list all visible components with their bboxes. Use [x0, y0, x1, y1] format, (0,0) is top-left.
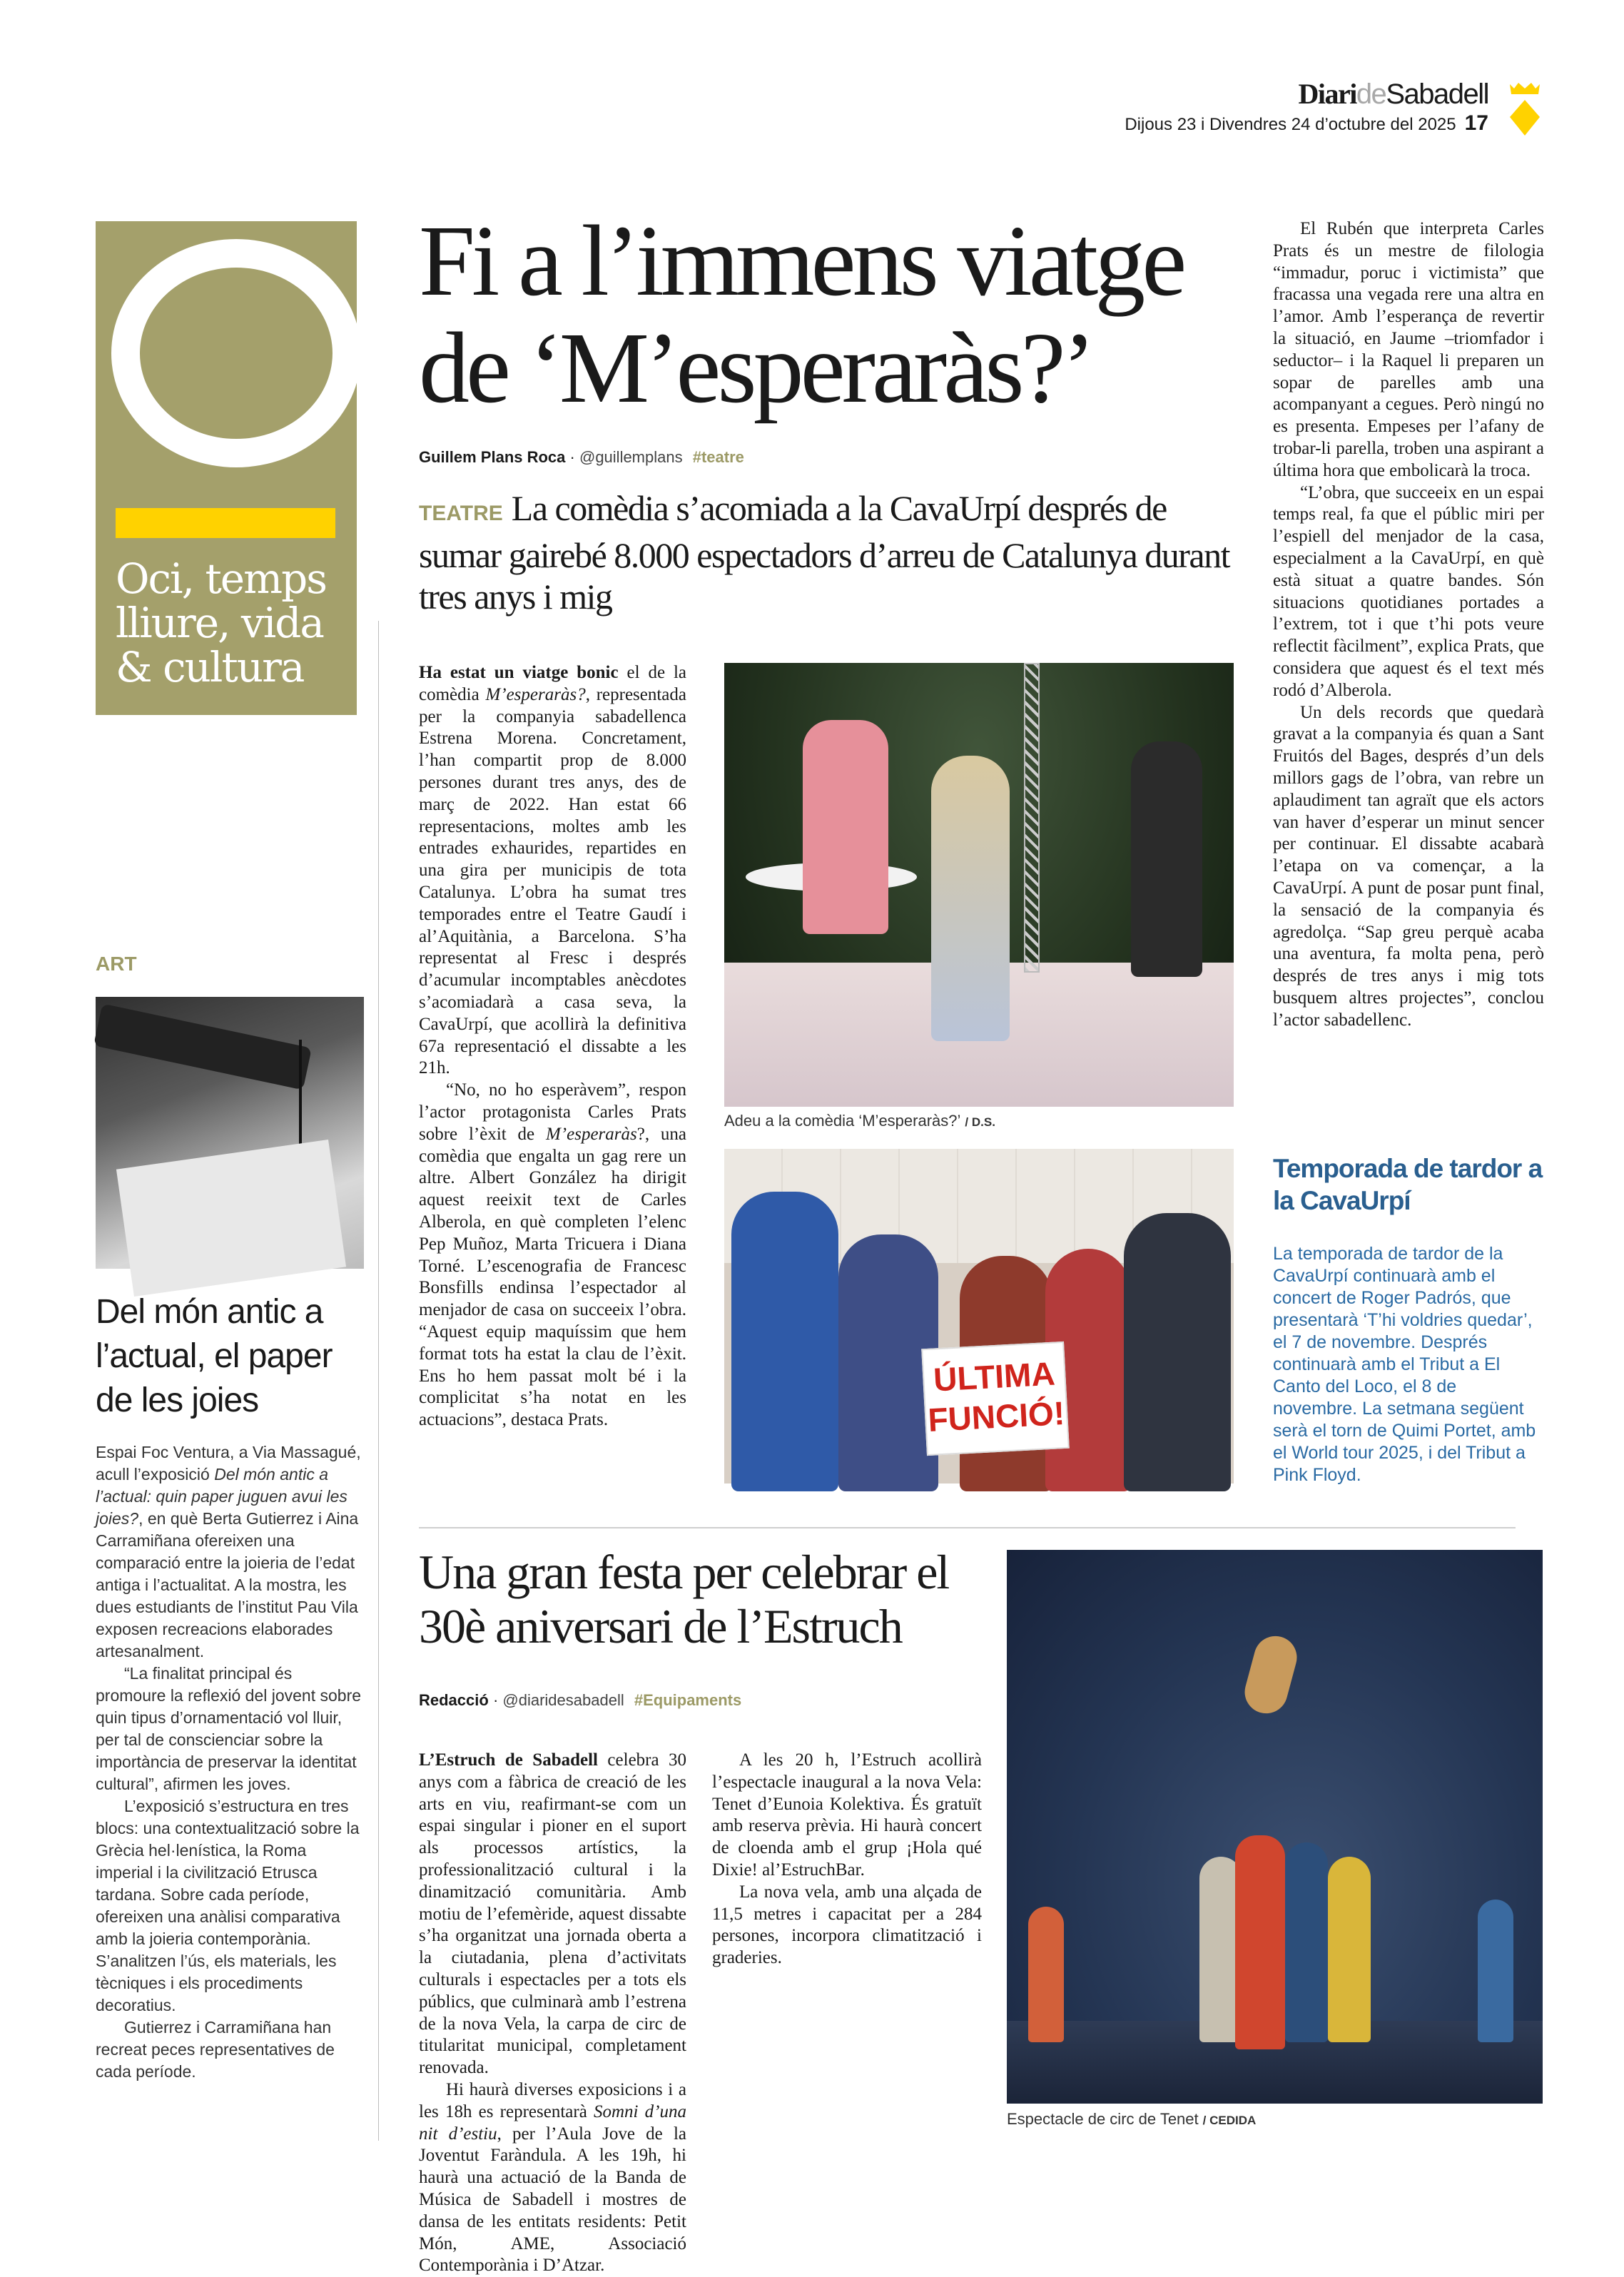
column-divider: [378, 621, 379, 2141]
photo-caption: Adeu a la comèdia ‘M’esperaràs?’ / D.S.: [724, 1112, 995, 1130]
main-deck: [419, 487, 1247, 617]
body-paragraph: La nova vela, amb una alçada de 11,5 metres i capacitat per a 284 persones, incorpora climatització i graderies.: [712, 1882, 982, 1968]
byline-separator: ·: [569, 448, 575, 466]
issue-date: Dijous 23 i Divendres 24 d’octubre del 2025: [1125, 115, 1456, 134]
body-paragraph: L’Estruch de Sabadell celebra 30 anys com a fàbrica de creació de les arts en viu, reafirmant-se com un espai singular i pioner en el suport als processos artístics, la professionalització cultural i la dinamització comunitària. Amb motiu de l’efemèride, aquest dissabte s’ha organitzat una jornada oberta a la ciutadania, plena d’activitats culturals i espectacles per a tots els públics, que culminarà amb l’estrena de la nova Vela, la carpa de circ de titularitat municipal, completament renovada.: [419, 1750, 687, 2078]
section-box: [96, 221, 357, 715]
sabadell-crest-icon: [1507, 80, 1543, 137]
cast-photo: [724, 1149, 1234, 1484]
masthead-de: de: [1356, 78, 1386, 110]
photo-caption: Espectacle de circ de Tenet / CEDIDA: [1007, 2110, 1257, 2128]
newspaper-masthead: [1298, 77, 1488, 111]
body-paragraph: “No, no ho esperàvem”, respon l’actor protagonista Carles Prats sobre l’èxit de M’esperaràs?, una comèdia que engalta un gag rere un altre. Albert González ha dirigit aquest reeixit text de Carles Alberola, en què completen l’elenc Pep Muñoz, Marta Tricuera i Diana Torné. L’escenografia de Francesc Bonsfills endinsa l’espectador al menjador de casa on succeeix l’obra. “Aquest equip maquíssim que hem format tots ha estat la clau de l’èxit. Ens ho hem passat molt bé i la complicitat s’ha notat en les actuacions”, destaca Prats.: [419, 1080, 686, 1430]
main-byline: [419, 448, 744, 467]
hashtag[interactable]: #teatre: [692, 448, 744, 466]
main-body-column-1: [419, 662, 686, 1490]
photo-credit: / D.S.: [965, 1115, 995, 1129]
section-title-line: & cultura: [116, 643, 304, 691]
section-title: [116, 554, 326, 691]
body-paragraph: Hi haurà diverses exposicions i a les 18h es representarà Somni d’una nit d’estiu, per l’Aula Jove de la Joventut Faràndula. A les 19h, hi haurà una actuació de la Banda de Música de Sabadell i mostres de dansa de les entitats residents: Petit Món, AME, Associació Contemporània i D’Atzar.: [419, 2079, 686, 2276]
section-letter-logo: [111, 239, 361, 467]
art-body: [96, 1441, 364, 2134]
page-number: 17: [1464, 111, 1488, 135]
author-handle[interactable]: @guillemplans: [579, 448, 683, 466]
deck-kicker: TEATRE: [419, 502, 503, 525]
body-paragraph: El Rubén que interpreta Carles Prats és un mestre de filologia “immadur, poruc i victimista” que fracassa una vegada rere una altra en l’amor. Amb l’esperança de revertir la situació, en Jaume –triomfador i seductor– i la Raquel li preparen un sopar de parelles amb una acompanyant a cegues. Però ningú no es presenta. Empeses per l’afany de trobar-li parella, troben una aspirant a última hora que embolicarà la troca.: [1273, 219, 1544, 480]
art-paragraph: L’exposició s’estructura en tres blocs: una contextualització sobre la Grècia hel·lenística, la Roma imperial i la civilització Etrusca tardana. Sobre cada període, ofereixen una anàlisi comparativa amb la joieria contemporània. S’analitzen l’ús, els materials, les tècniques i els procediments decoratius.: [96, 1797, 360, 2014]
byline-separator: ·: [492, 1691, 499, 1709]
art-paragraph: “La finalitat principal és promoure la reflexió del jovent sobre quin tipus d’ornamentació vol lluir, per tal de conscienciar sobre la importància de preservar la identitat cultural”, afirmen les joves.: [96, 1664, 362, 1793]
author-name: Guillem Plans Roca: [419, 448, 566, 466]
art-headline: Del món antic a l’actual, el paper de les joies: [96, 1293, 333, 1419]
section-yellow-bar: [116, 508, 335, 538]
ultima-funcio-sign: ÚLTIMA FUNCIÓ!: [921, 1342, 1070, 1456]
circus-photo: [1007, 1550, 1543, 2104]
body-paragraph: Un dels records que quedarà gravat a la companyia és quan a Sant Fruitós del Bages, després d’un dels millors gags de l’obra, van rebre un aplaudiment tan agraït que els actors van haver d’esperar un minut sencer per continuar. El dissabte acabarà l’etapa on va començar, a la CavaUrpí. A punt de posar punt final, la sensació de la companyia és agredolça. “Sap greu perquè acaba una aventura, fa molta pena, però després de tres anys i mig tots busquem altres projectes”, conclou l’actor sabadellenc.: [1273, 702, 1544, 1030]
stage-photo: [724, 663, 1234, 1107]
section-title-line: lliure, vida: [116, 599, 323, 647]
section-divider: [419, 1527, 1516, 1528]
dateline: [1125, 111, 1488, 136]
body-paragraph: A les 20 h, l’Estruch acollirà l’espectacle inaugural a la nova Vela: Tenet d’Eunoia Kolektiva. És gratuït amb reserva prèvia. Hi haurà concert de cloenda amb el grup ¡Hola qué Dixie! al’EstruchBar.: [712, 1750, 982, 1880]
body-paragraph: Ha estat un viatge bonic el de la comèdia M’esperaràs?, representada per la companyia sabadellenca Estrena Morena. Concretament, l’han compartit prop de 8.000 persones durant tres anys, des de març de 2022. Han estat 66 representacions, moltes amb les entrades exhaurides, repartides en una gira per municipis de tota Catalunya. L’obra ha sumat tres temporades entre el Teatre Gaudí i al’Aquitània, a Barcelona. S’ha representat al Fresc i després d’acumular incomptables anècdotes s’acomiadarà a casa seva, la CavaUrpí, que acollirà la definitiva 67a representació el dissabte a les 21h.: [419, 663, 687, 1078]
bottom-byline: [419, 1691, 741, 1710]
art-paragraph: Gutierrez i Carramiñana han recreat peces representatives de cada període.: [96, 2018, 335, 2081]
bottom-body-column-1: [419, 1750, 687, 2276]
author-name: Redacció: [419, 1691, 489, 1709]
main-body-column-3: [1273, 218, 1544, 1117]
author-handle[interactable]: @diaridesabadell: [502, 1691, 624, 1709]
sidebar-title: Temporada de tardor a la CavaUrpí: [1273, 1154, 1543, 1215]
art-photo: [96, 997, 364, 1269]
deck-text: La comèdia s’acomiada a la CavaUrpí després de sumar gairebé 8.000 espectadors d’arreu de Catalunya durant tres anys i mig: [419, 488, 1230, 617]
photo-credit: / CEDIDA: [1202, 2114, 1257, 2127]
body-paragraph: “L’obra, que succeeix en un espai temps real, fa que el públic miri per l’espiell del menjador de la casa, especialment a la CavaUrpí, en què està situat a quatre bandes. Són situacions quotidianes portades a l’extrem, tot i que t’hi pots veure reflectit fàcilment”, explica Prats, que considera que aquest és el text més rodó d’Alberola.: [1273, 482, 1544, 700]
art-paragraph: Espai Foc Ventura, a Via Massagué, acull l’exposició Del món antic a l’actual: quin paper juguen avui les joies?, en què Berta Gutierrez i Aina Carramiñana ofereixen una comparació entre la joieria de l’edat antiga i l’actualitat. A la mostra, les dues estudiants de l’institut Pau Vila exposen recreacions elaborades artesanalment.: [96, 1443, 361, 1660]
main-headline: Fi a l’immens viatge de ‘M’esperaràs?’: [419, 204, 1184, 424]
art-section-label: ART: [96, 953, 137, 975]
bottom-headline: Una gran festa per celebrar el 30è aniversari de l’Estruch: [419, 1545, 949, 1653]
section-title-line: Oci, temps: [116, 554, 326, 603]
bottom-body-column-2: [712, 1750, 982, 2135]
hashtag[interactable]: #Equipaments: [634, 1691, 742, 1709]
masthead-diari: Diari: [1298, 78, 1356, 110]
masthead-sabadell: Sabadell: [1386, 78, 1488, 110]
sidebar-body: La temporada de tardor de la CavaUrpí continuarà amb el concert de Roger Padrós, que presentarà ‘T’hi voldries quedar’, el 7 de novembre. Després continuarà amb el Tribut a El Canto del Loco, el 8 de novembre. La setmana següent serà el torn de Quimi Portet, amb el World tour 2025, i del Tribut a Pink Floyd.: [1273, 1244, 1536, 1485]
